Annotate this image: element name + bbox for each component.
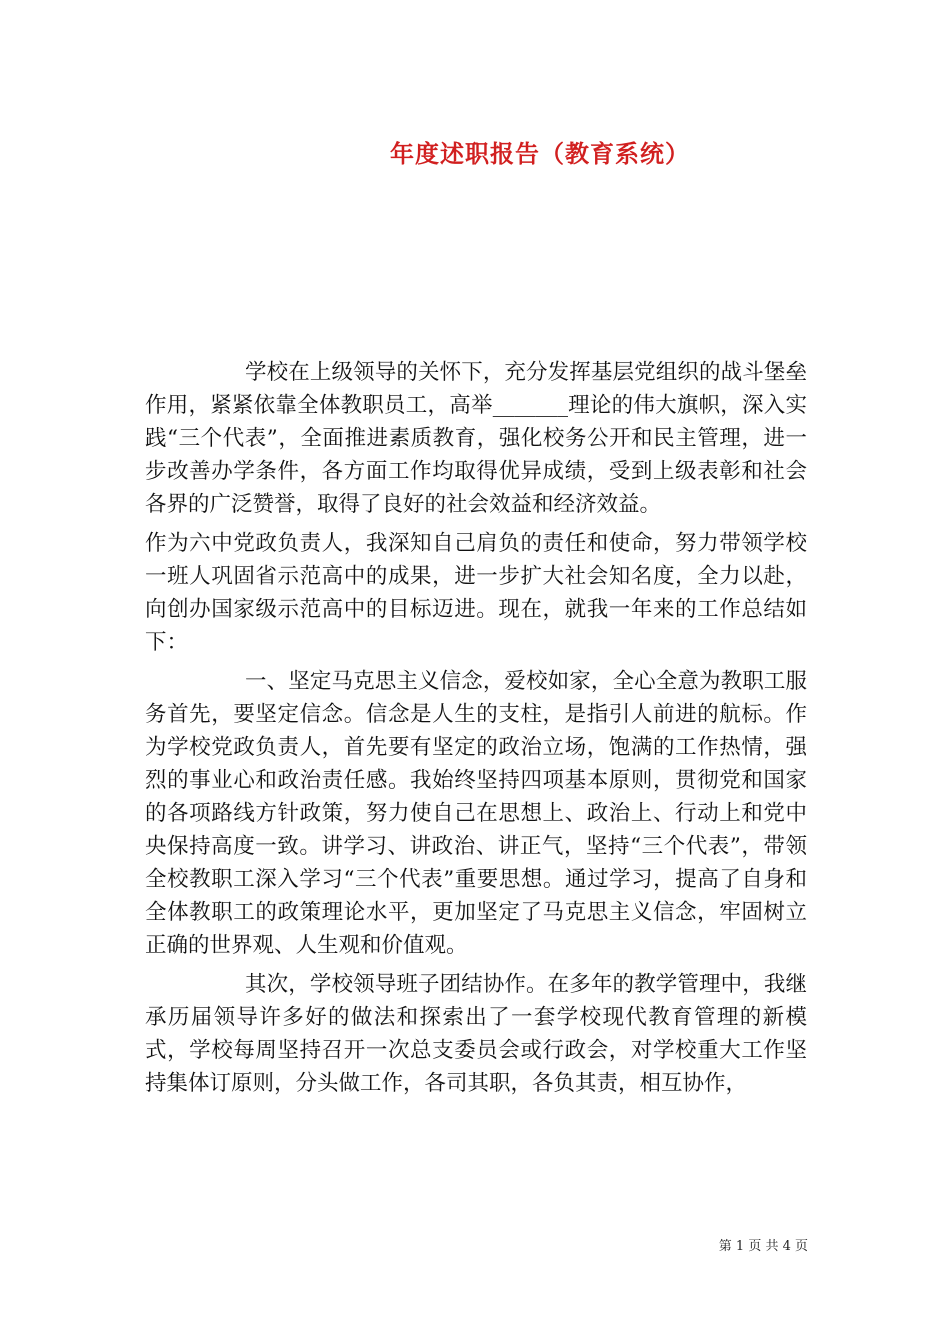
page-number-footer: 第 1 页 共 4 页 <box>718 1239 808 1254</box>
paragraph-section-one: 一、坚定马克思主义信念，爱校如家，全心全意为教职工服务首先，要坚定信念。信念是人生的支柱，是指引人前进的航标。作为学校党政负责人，首先要有坚定的政治立场，饱满的工作热情，强烈的事业心和政治责任感。我始终坚持四项基本原则，贯彻党和国家的各项路线方针政策，努力使自己在思想上、政治上、行动上和党中央保持高度一致。讲学习、讲政治、讲正气，坚持“三个代表”，带领全校教职工深入学习“三个代表”重要思想。通过学习，提高了自身和全体教职工的政策理论水平，更加坚定了马克思主义信念，牢固树立正确的世界观、人生观和价值观。 <box>145 669 807 958</box>
document-body <box>145 356 807 1106</box>
document-title: 年度述职报告（教育系统） <box>390 140 690 168</box>
paragraph-responsibility: 作为六中党政负责人，我深知自己肩负的责任和使命，努力带领学校一班人巩固省示范高中的成果，进一步扩大社会知名度，全力以赴，向创办国家级示范高中的目标迈进。现在，就我一年来的工作总结如下： <box>145 531 807 655</box>
paragraph-leadership-team: 其次，学校领导班子团结协作。在多年的教学管理中，我继承历届领导许多好的做法和探索出了一套学校现代教育管理的新模式，学校每周坚持召开一次总支委员会或行政会，对学校重大工作坚持集体订原则，分头做工作，各司其职，各负其责，相互协作， <box>145 972 807 1096</box>
paragraph-intro: 学校在上级领导的关怀下，充分发挥基层党组织的战斗堡垒作用，紧紧依靠全体教职员工，高举_______理论的伟大旗帜，深入实践“三个代表”，全面推进素质教育，强化校务公开和民主管理，进一步改善办学条件，各方面工作均取得优异成绩，受到上级表彰和社会各界的广泛赞誉，取得了良好的社会效益和经济效益。 <box>145 360 807 517</box>
